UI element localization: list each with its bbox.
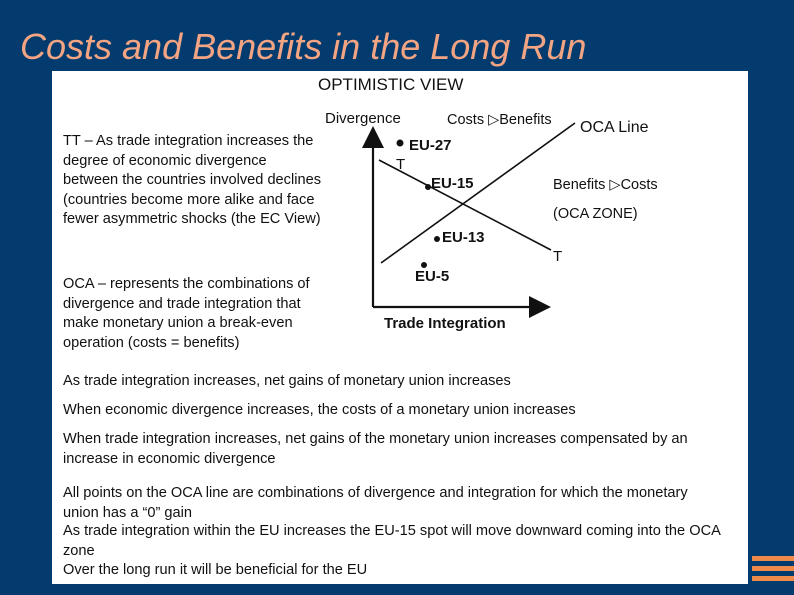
- x-axis-label: Trade Integration: [384, 315, 506, 332]
- bullet-5: As trade integration within the EU increases the EU-15 spot will move downward coming into the OCA zone: [63, 523, 721, 559]
- point-eu27: [397, 140, 404, 147]
- tt-top-label: T: [396, 156, 406, 173]
- tt-bottom-label: T: [553, 248, 563, 265]
- point-label-eu15: EU-15: [431, 175, 474, 192]
- slide-title: Costs and Benefits in the Long Run: [20, 26, 587, 67]
- point-eu13: [434, 236, 440, 242]
- costs-benefits-label: Costs ▷Benefits: [447, 112, 552, 128]
- bullet-3: When trade integration increases, net gains of the monetary union increases compensated by an increase in economic divergence: [63, 431, 688, 467]
- point-label-eu27: EU-27: [409, 137, 452, 154]
- oca-zone-label: (OCA ZONE): [553, 206, 638, 222]
- bullet-6: Over the long run it will be beneficial for the EU: [63, 562, 368, 578]
- oca-explanation: OCA – represents the combinations of divergence and trade integration that make monetary union a break-even operation (costs = benefits): [63, 276, 310, 351]
- accent-bar-2: [752, 566, 794, 571]
- point-label-eu13: EU-13: [442, 229, 485, 246]
- bullet-4: All points on the OCA line are combinations of divergence and integration for which the monetary union has a “0” gain: [63, 485, 688, 521]
- accent-bar-3: [752, 576, 794, 581]
- benefits-costs-label: Benefits ▷Costs: [553, 177, 658, 193]
- point-label-eu5: EU-5: [415, 268, 450, 285]
- bullet-1: As trade integration increases, net gains of monetary union increases: [63, 373, 511, 389]
- bullet-2: When economic divergence increases, the costs of a monetary union increases: [63, 402, 576, 418]
- y-axis-label: Divergence: [325, 110, 401, 127]
- oca-line-label: OCA Line: [580, 119, 649, 136]
- diagram-heading: OPTIMISTIC VIEW: [318, 75, 464, 94]
- accent-bar-1: [752, 556, 794, 561]
- tt-explanation: TT – As trade integration increases the degree of economic divergence between the countries involved declines (countries become more alike and face fewer asymmetric shocks (the EC View): [63, 133, 321, 228]
